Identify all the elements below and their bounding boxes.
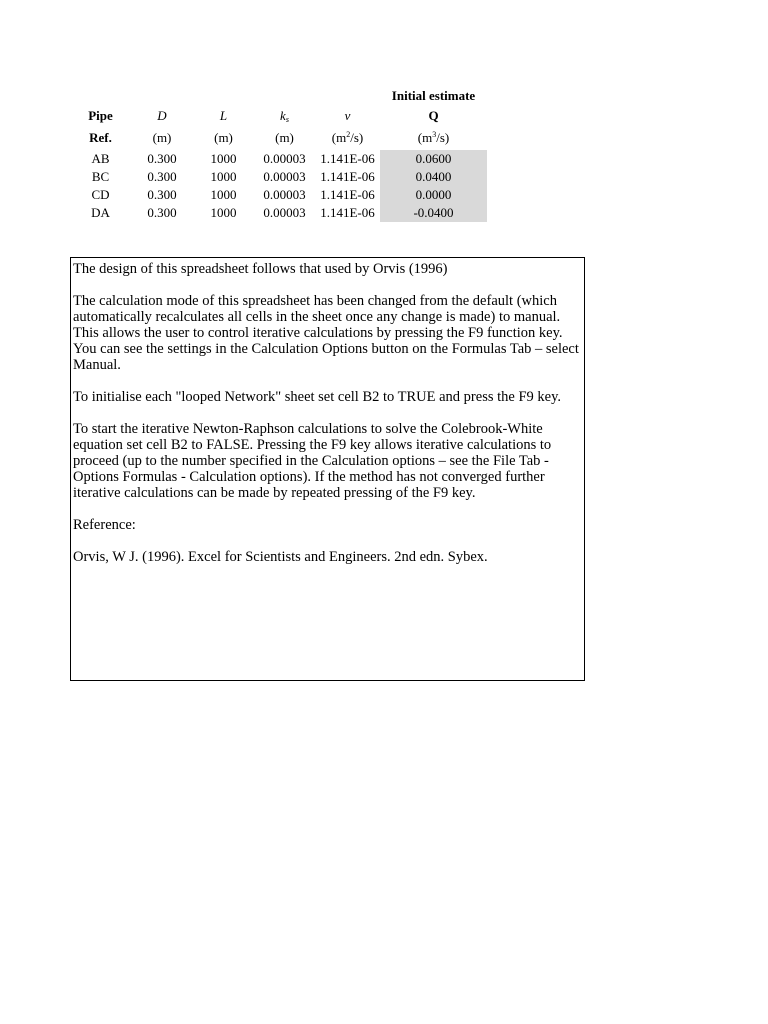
- notes-paragraph: To start the iterative Newton-Raphson calculations to solve the Colebrook-White equation set cell B2 to FALSE. Pressing the F9 key allows iterative calculations to proceed (up to the number specified in the Calculation options – see the File Tab - Options Formulas - Calculation options). If the method has not converged further iterative calculations can be made by repeated pressing of the F9 key.: [73, 421, 552, 501]
- flow-unit: $(m^3/s)$: [417, 130, 450, 145]
- diameter-cell: 0.300: [147, 187, 177, 202]
- table-row: [70, 168, 487, 186]
- header-row-units: [70, 126, 487, 150]
- header-row-top: [70, 86, 487, 106]
- length-cell: 1000: [210, 205, 237, 220]
- diameter-cell: 0.300: [147, 169, 177, 184]
- notes-text-box: [70, 257, 585, 681]
- roughness-cell: 0.00003: [263, 169, 306, 184]
- notes-reference: Orvis, W J. (1996). Excel for Scientists and Engineers. 2nd edn. Sybex.: [73, 549, 488, 565]
- flow-estimate-cell: -0.0400: [380, 204, 487, 222]
- ref-header: Ref.: [89, 130, 112, 145]
- viscosity-header: ν: [344, 108, 351, 123]
- length-unit: (m): [214, 130, 233, 145]
- roughness-cell: 0.00003: [263, 205, 306, 220]
- flow-estimate-cell: 0.0400: [380, 168, 487, 186]
- length-cell: 1000: [210, 187, 237, 202]
- table-row: [70, 186, 487, 204]
- length-cell: 1000: [210, 169, 237, 184]
- diameter-cell: 0.300: [147, 151, 177, 166]
- pipe-table: [70, 86, 487, 222]
- initial-estimate-label: Initial estimate: [391, 88, 476, 103]
- viscosity-cell: 1.141E-06: [320, 169, 375, 184]
- notes-paragraph: To initialise each "looped Network" sheet set cell B2 to TRUE and press the F9 key.: [73, 389, 562, 405]
- viscosity-cell: 1.141E-06: [320, 187, 375, 202]
- viscosity-cell: 1.141E-06: [320, 151, 375, 166]
- pipe-ref-cell: AB: [91, 151, 110, 166]
- notes-paragraph: The design of this spreadsheet follows that used by Orvis (1996): [73, 261, 448, 277]
- header-row-symbols: [70, 106, 487, 126]
- roughness-symbol: k: [280, 108, 286, 123]
- roughness-cell: 0.00003: [263, 187, 306, 202]
- roughness-unit: (m): [275, 130, 294, 145]
- flow-estimate-cell: 0.0000: [380, 186, 487, 204]
- length-cell: 1000: [210, 151, 237, 166]
- roughness-header: [254, 106, 315, 126]
- roughness-subscript: s: [285, 115, 289, 124]
- pipe-header: Pipe: [88, 108, 113, 123]
- viscosity-unit: $(m^2/s)$: [331, 130, 364, 145]
- pipe-ref-cell: CD: [91, 187, 110, 202]
- diameter-cell: 0.300: [147, 205, 177, 220]
- flow-header: Q: [428, 108, 439, 123]
- notes-paragraph: The calculation mode of this spreadsheet has been changed from the default (which automatically recalculates all cells in the sheet once any change is made) to manual. This allows the user to control iterative calculations by pressing the F9 function key. You can see the settings in the Calculation Options button on the Formulas Tab – select Manual.: [73, 293, 579, 373]
- pipe-data-table: [70, 86, 487, 222]
- flow-estimate-cell: 0.0600: [380, 150, 487, 168]
- table-row: [70, 150, 487, 168]
- notes-paragraph: Reference:: [73, 517, 136, 533]
- diameter-header: D: [157, 108, 167, 123]
- table-row: [70, 204, 487, 222]
- length-header: L: [219, 108, 228, 123]
- pipe-ref-cell: DA: [91, 205, 110, 220]
- diameter-unit: (m): [152, 130, 172, 145]
- viscosity-cell: 1.141E-06: [320, 205, 375, 220]
- pipe-ref-cell: BC: [91, 169, 110, 184]
- roughness-cell: 0.00003: [263, 151, 306, 166]
